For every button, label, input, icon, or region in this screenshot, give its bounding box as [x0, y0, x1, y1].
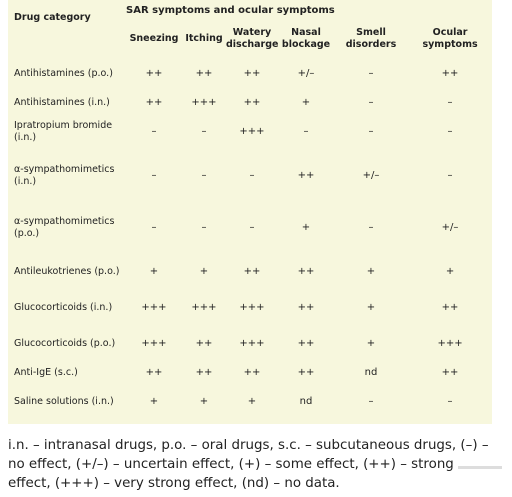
effect-cell: + — [445, 266, 455, 277]
drug-category-cell: Antihistamines (p.o.) — [14, 68, 113, 79]
effect-cell: – — [368, 222, 374, 233]
effect-cell: +/– — [362, 170, 380, 181]
effect-cell: +/– — [297, 68, 315, 79]
drug-category-cell: α-sympathomimetics (p.o.) — [14, 216, 115, 239]
effect-cell: +++ — [141, 302, 167, 313]
effect-cell: ++ — [195, 338, 213, 349]
effect-cell: +/– — [441, 222, 459, 233]
effect-cell: nd — [364, 367, 378, 378]
effect-cell: – — [368, 97, 374, 108]
horizontal-scrollbar-thumb[interactable] — [458, 466, 502, 469]
table-column-header-row — [8, 22, 492, 56]
table-row — [8, 114, 492, 150]
effect-cell: + — [149, 396, 159, 407]
effect-cell: + — [366, 302, 376, 313]
table-row — [8, 290, 492, 326]
effect-cell: +++ — [239, 338, 265, 349]
effect-cell: + — [301, 222, 311, 233]
effect-cell: ++ — [243, 266, 261, 277]
drug-effects-table — [8, 0, 492, 420]
effect-cell: + — [247, 396, 257, 407]
table-row — [8, 362, 492, 384]
effect-cell: + — [366, 338, 376, 349]
effect-cell: – — [151, 126, 157, 137]
column-header: Ocular symptoms — [422, 27, 478, 50]
drug-category-cell: Glucocorticoids (p.o.) — [14, 338, 116, 349]
table-body — [8, 56, 492, 420]
effect-cell: ++ — [297, 170, 315, 181]
drug-category-header: Drug category — [14, 12, 91, 23]
drug-effects-table-panel — [8, 0, 492, 424]
effect-cell: ++ — [145, 97, 163, 108]
table-row — [8, 150, 492, 202]
effect-cell: +++ — [239, 302, 265, 313]
effect-cell: ++ — [243, 97, 261, 108]
effect-cell: – — [368, 68, 374, 79]
effect-cell: ++ — [441, 367, 459, 378]
effect-cell: + — [366, 266, 376, 277]
table-row — [8, 326, 492, 362]
effect-cell: ++ — [145, 68, 163, 79]
drug-category-cell: Saline solutions (i.n.) — [14, 396, 114, 407]
effect-cell: – — [447, 97, 453, 108]
effect-cell: – — [447, 396, 453, 407]
drug-category-cell: Anti-IgE (s.c.) — [14, 367, 78, 378]
effect-cell: ++ — [441, 68, 459, 79]
table-row — [8, 56, 492, 92]
effect-cell: ++ — [243, 68, 261, 79]
effect-cell: – — [249, 222, 255, 233]
effect-cell: – — [201, 222, 207, 233]
column-header: Nasal blockage — [281, 27, 331, 50]
effect-cell: ++ — [297, 302, 315, 313]
table-row — [8, 384, 492, 420]
effect-cell: ++ — [243, 367, 261, 378]
table-row — [8, 92, 492, 114]
effect-cell: ++ — [195, 367, 213, 378]
effect-cell: – — [447, 170, 453, 181]
effect-cell: ++ — [297, 266, 315, 277]
effect-cell: – — [447, 126, 453, 137]
effect-cell: – — [249, 170, 255, 181]
column-header: Smell disorders — [345, 27, 397, 50]
table-row — [8, 254, 492, 290]
table-footnote: i.n. – intranasal drugs, p.o. – oral drugs, s.c. – subcutaneous drugs, (–) – no effect, (+/–) – uncertain effect, (+) – some effect, (++) – strong effect, (+++) – very strong effect, (nd) – no data. — [8, 438, 489, 491]
effect-cell: – — [201, 126, 207, 137]
effect-cell: – — [201, 170, 207, 181]
effect-cell: +++ — [191, 302, 217, 313]
effect-cell: – — [151, 222, 157, 233]
effect-cell: +++ — [437, 338, 463, 349]
drug-category-cell: Antileukotrienes (p.o.) — [14, 266, 120, 277]
drug-category-cell: α-sympathomimetics (i.n.) — [14, 164, 115, 187]
effect-cell: – — [368, 396, 374, 407]
drug-category-cell: Glucocorticoids (i.n.) — [14, 302, 113, 313]
effect-cell: +++ — [141, 338, 167, 349]
effect-cell: – — [151, 170, 157, 181]
table-row — [8, 202, 492, 254]
drug-category-cell: Ipratropium bromide (i.n.) — [14, 120, 113, 143]
group-header: SAR symptoms and ocular symptoms — [126, 5, 335, 16]
effect-cell: + — [301, 97, 311, 108]
effect-cell: + — [149, 266, 159, 277]
drug-category-cell: Antihistamines (i.n.) — [14, 97, 110, 108]
effect-cell: ++ — [297, 367, 315, 378]
effect-cell: – — [303, 126, 309, 137]
effect-cell: +++ — [191, 97, 217, 108]
effect-cell: – — [368, 126, 374, 137]
column-header: Sneezing — [129, 33, 179, 44]
effect-cell: +++ — [239, 126, 265, 137]
column-header: Itching — [185, 33, 223, 44]
effect-cell: nd — [299, 396, 313, 407]
effect-cell: + — [199, 266, 209, 277]
effect-cell: + — [199, 396, 209, 407]
effect-cell: ++ — [145, 367, 163, 378]
column-header: Watery discharge — [226, 27, 279, 50]
effect-cell: ++ — [441, 302, 459, 313]
effect-cell: ++ — [195, 68, 213, 79]
effect-cell: ++ — [297, 338, 315, 349]
